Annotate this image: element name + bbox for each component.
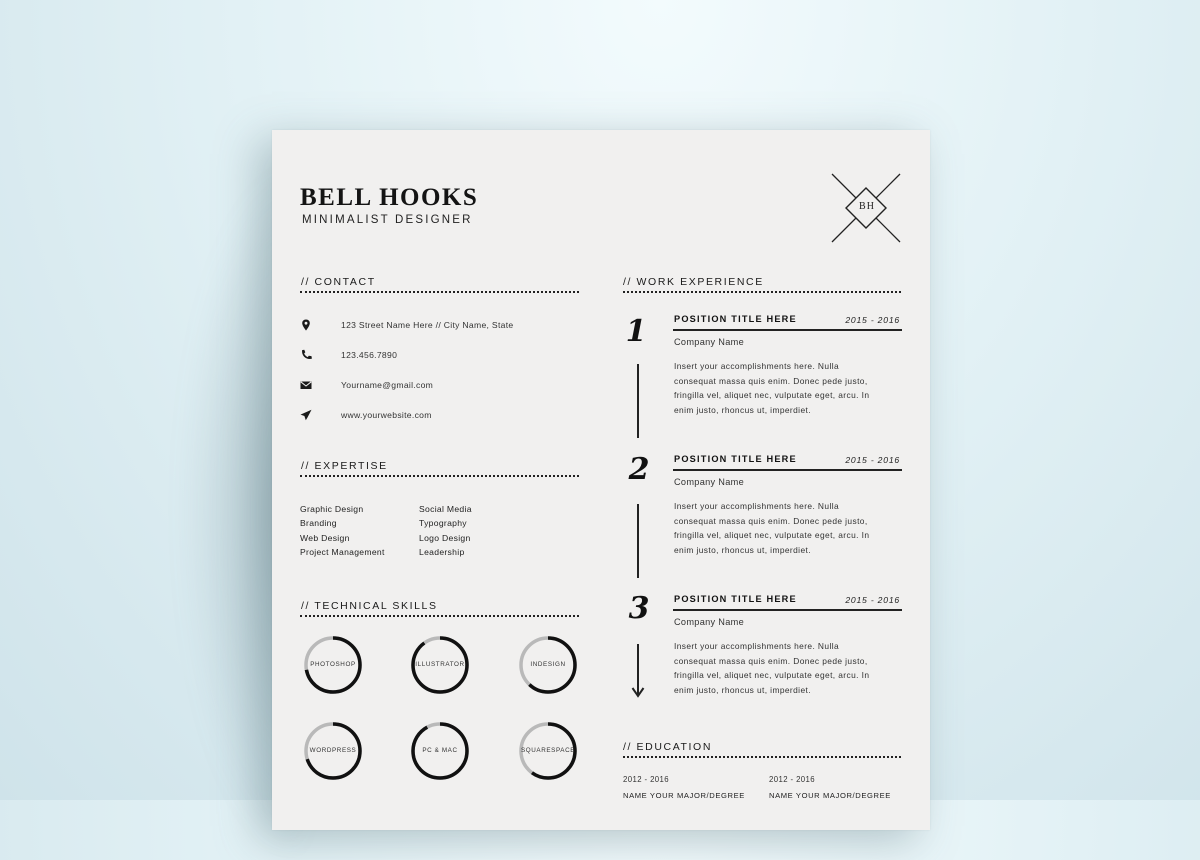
description-line: consequat massa quis enim. Donec pede justo, <box>674 655 868 666</box>
phone-text: 123.456.7890 <box>341 350 398 360</box>
contact-address <box>300 319 580 335</box>
job-number: 2 <box>628 452 650 487</box>
description-line: enim justo, rhoncus ut, imperdiet. <box>674 544 811 555</box>
resume-name: BELL HOOKS <box>300 184 479 211</box>
company-name: Company Name <box>674 337 744 347</box>
envelope-icon <box>300 379 312 391</box>
address-text: 123 Street Name Here // City Name, State <box>341 320 514 330</box>
job-description <box>674 639 893 697</box>
description-line: Insert your accomplishments here. Nulla <box>674 501 840 511</box>
phone-icon <box>300 349 312 361</box>
contact-divider <box>300 291 579 293</box>
expertise-item: Social Media <box>419 504 472 514</box>
resume-page <box>272 130 930 830</box>
skill-ring-label: ILLUSTRATOR <box>415 661 465 668</box>
technical-skills-heading: // TECHNICAL SKILLS <box>301 600 438 612</box>
education-years: 2012 - 2016 <box>769 775 816 784</box>
technical-skills-divider <box>300 615 579 617</box>
job-title: POSITION TITLE HERE <box>674 454 797 464</box>
job-description <box>674 499 893 557</box>
skill-ring-label: SQUARESPACE <box>520 747 576 754</box>
expertise-item: Typography <box>419 518 467 528</box>
expertise-heading: // EXPERTISE <box>301 460 388 472</box>
job-number: 3 <box>628 591 650 626</box>
company-name: Company Name <box>674 617 744 627</box>
expertise-item: Graphic Design <box>300 504 364 514</box>
description-line: fringilla vel, aliquet nec, vulputate eget, arcu. In <box>674 530 870 540</box>
work-experience-heading: // WORK EXPERIENCE <box>623 276 764 288</box>
education-years: 2012 - 2016 <box>623 775 670 784</box>
education-divider <box>623 756 901 758</box>
description-line: consequat massa quis enim. Donec pede justo, <box>674 375 868 386</box>
monogram-text: BH <box>859 201 875 212</box>
expertise-item: Web Design <box>300 533 350 543</box>
job-title: POSITION TITLE HERE <box>674 314 797 324</box>
expertise-divider <box>300 475 579 477</box>
job-dates: 2015 - 2016 <box>845 315 900 325</box>
contact-email <box>300 379 580 395</box>
education-major: NAME YOUR MAJOR/DEGREE <box>623 791 745 800</box>
contact-website <box>300 409 580 425</box>
expertise-item: Leadership <box>419 547 465 557</box>
job-title: POSITION TITLE HERE <box>674 594 797 604</box>
location-pin-icon <box>300 319 312 331</box>
expertise-item: Branding <box>300 518 337 528</box>
job-dates: 2015 - 2016 <box>845 595 900 605</box>
education-heading: // EDUCATION <box>623 741 713 753</box>
description-line: consequat massa quis enim. Donec pede justo, <box>674 515 868 526</box>
expertise-item: Project Management <box>300 547 385 557</box>
description-line: enim justo, rhoncus ut, imperdiet. <box>674 684 811 695</box>
description-line: Insert your accomplishments here. Nulla <box>674 361 840 371</box>
skill-ring-label: INDESIGN <box>530 661 566 668</box>
skill-ring-label: PHOTOSHOP <box>310 661 356 668</box>
skill-ring-label: PC & MAC <box>422 747 458 754</box>
job-divider <box>673 609 902 611</box>
timeline-line <box>637 504 639 578</box>
description-line: fringilla vel, aliquet nec, vulputate eget, arcu. In <box>674 670 870 680</box>
education-major: NAME YOUR MAJOR/DEGREE <box>769 791 891 800</box>
description-line: enim justo, rhoncus ut, imperdiet. <box>674 404 811 415</box>
description-line: fringilla vel, aliquet nec, vulputate eget, arcu. In <box>674 390 870 400</box>
job-divider <box>673 469 902 471</box>
job-number: 1 <box>625 314 647 349</box>
arrow-down-icon <box>631 686 645 698</box>
paper-plane-icon <box>300 409 312 421</box>
job-dates: 2015 - 2016 <box>845 455 900 465</box>
job-divider <box>673 329 902 331</box>
expertise-item: Logo Design <box>419 533 471 543</box>
contact-heading: // CONTACT <box>301 276 376 288</box>
timeline-line <box>637 364 639 438</box>
skill-ring-label: WORDPRESS <box>309 747 357 754</box>
email-text: Yourname@gmail.com <box>341 380 434 390</box>
job-description <box>674 359 893 417</box>
description-line: Insert your accomplishments here. Nulla <box>674 641 840 651</box>
website-text: www.yourwebsite.com <box>341 410 432 420</box>
company-name: Company Name <box>674 477 744 487</box>
contact-phone <box>300 349 580 365</box>
work-experience-divider <box>623 291 901 293</box>
resume-role: MINIMALIST DESIGNER <box>302 214 473 226</box>
